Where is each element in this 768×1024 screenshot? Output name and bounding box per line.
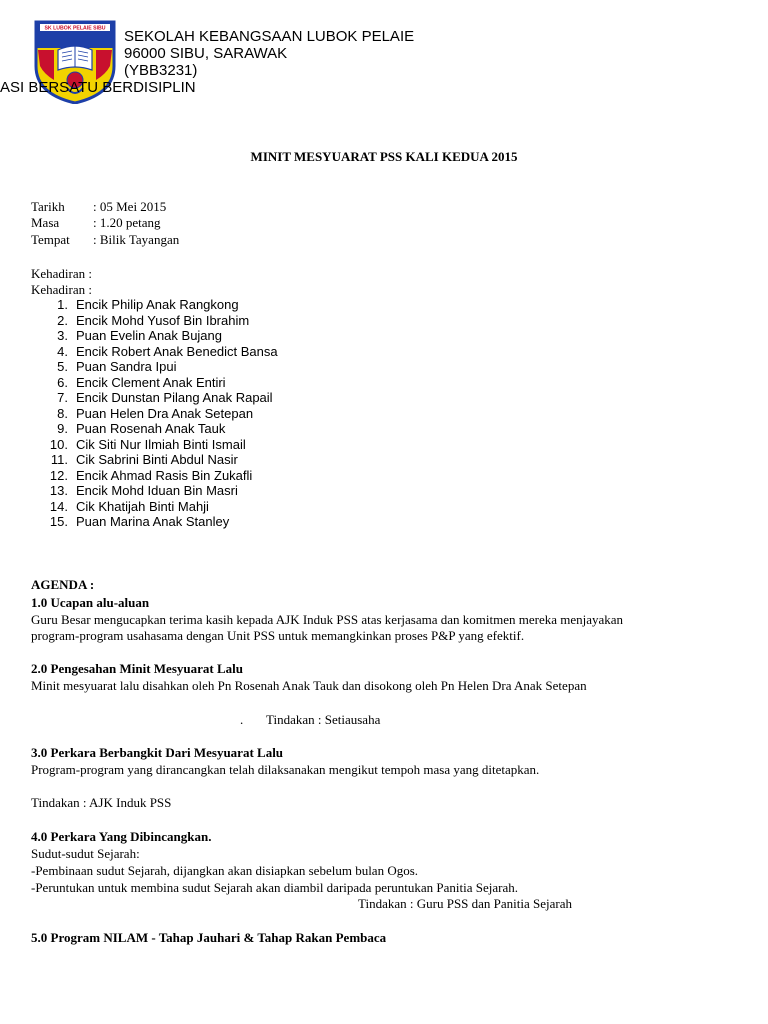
attendee-item bbox=[45, 328, 278, 344]
attendee-name: Puan Rosenah Anak Tauk bbox=[76, 421, 226, 436]
attendee-number: 14. bbox=[49, 498, 68, 514]
meta-place-label: Tempat bbox=[31, 232, 70, 247]
attendee-name: Puan Marina Anak Stanley bbox=[76, 514, 230, 529]
attendee-item bbox=[45, 359, 278, 375]
attendee-name: Puan Helen Dra Anak Setepan bbox=[76, 405, 254, 421]
attendee-item bbox=[45, 390, 278, 406]
attendee-number: 6. bbox=[57, 374, 68, 390]
attendee-name: Puan Sandra Ipui bbox=[76, 359, 177, 374]
attendee-number: 11. bbox=[50, 452, 68, 467]
attendee-name: Encik Clement Anak Entiri bbox=[76, 374, 226, 390]
agenda-3-text: Program-program yang dirancangkan telah dilaksanakan mengikut tempoh masa yang ditetapkan. bbox=[31, 762, 540, 777]
attendee-item bbox=[45, 468, 278, 484]
meta-time-value: : 1.20 petang bbox=[93, 215, 161, 230]
agenda-2-dot: . bbox=[240, 712, 244, 727]
school-address: 96000 SIBU, SARAWAK bbox=[124, 45, 288, 62]
school-motto: ASI BERSATU BERDISIPLIN bbox=[0, 79, 196, 96]
attendee-name: Encik Philip Anak Rangkong bbox=[76, 297, 239, 312]
agenda-2-text: Minit mesyuarat lalu disahkan oleh Pn Rosenah Anak Tauk dan disokong oleh Pn Helen Dra Anak Setepan bbox=[31, 678, 587, 693]
meta-date-label: Tarikh bbox=[31, 199, 65, 214]
agenda-1-text: Guru Besar mengucapkan terima kasih kepada AJK Induk PSS atas kerjasama dan komitmen mereka menjayakan bbox=[31, 612, 624, 627]
school-name: SEKOLAH KEBANGSAAN LUBOK PELAIE bbox=[124, 28, 415, 45]
attendee-number: 1. bbox=[57, 297, 68, 312]
agenda-5-heading: 5.0 Program NILAM - Tahap Jauhari & Tahap Rakan Pembaca bbox=[31, 930, 387, 945]
attendee-name: Encik Mohd Yusof Bin Ibrahim bbox=[76, 312, 250, 328]
attendee-name: Cik Khatijah Binti Mahji bbox=[76, 498, 209, 514]
agenda-4-heading: 4.0 Perkara Yang Dibincangkan. bbox=[31, 829, 212, 844]
attendee-name: Cik Siti Nur Ilmiah Binti Ismail bbox=[76, 436, 246, 452]
agenda-3-heading: 3.0 Perkara Berbangkit Dari Mesyuarat Lalu bbox=[31, 745, 284, 760]
attendee-number: 12. bbox=[49, 467, 68, 483]
agenda-2-action: Tindakan : Setiausaha bbox=[266, 712, 381, 727]
attendee-item bbox=[45, 344, 278, 360]
attendee-item bbox=[45, 297, 278, 313]
attendee-item bbox=[45, 375, 278, 391]
attendee-item bbox=[45, 313, 278, 329]
attendee-number: 7. bbox=[57, 390, 68, 405]
attendee-item bbox=[45, 421, 278, 437]
attendee-number: 15. bbox=[49, 514, 68, 529]
attendee-name: Encik Dunstan Pilang Anak Rapail bbox=[76, 390, 273, 405]
agenda-4-action: Tindakan : Guru PSS dan Panitia Sejarah bbox=[358, 896, 573, 911]
agenda-4-text: -Pembinaan sudut Sejarah, dijangkan akan disiapkan sebelum bulan Ogos. bbox=[31, 863, 419, 878]
attendee-number: 9. bbox=[57, 421, 68, 436]
school-code: (YBB3231) bbox=[124, 62, 198, 79]
attendee-number: 8. bbox=[57, 405, 68, 421]
attendee-item bbox=[45, 437, 278, 453]
attendee-number: 3. bbox=[57, 328, 68, 343]
attendee-number: 4. bbox=[57, 343, 68, 359]
agenda-4-text: Sudut-sudut Sejarah: bbox=[31, 846, 140, 861]
attendee-item bbox=[45, 514, 278, 530]
logo-text: SK LUBOK PELAIE SIBU bbox=[44, 25, 106, 32]
attendance-label: Kehadiran : bbox=[31, 282, 93, 297]
attendee-name: Encik Mohd Iduan Bin Masri bbox=[76, 483, 238, 498]
attendee-number: 2. bbox=[57, 312, 68, 328]
attendee-number: 5. bbox=[57, 359, 68, 374]
attendee-name: Puan Evelin Anak Bujang bbox=[76, 328, 222, 343]
attendance-list bbox=[45, 297, 278, 530]
document-title: MINIT MESYUARAT PSS KALI KEDUA 2015 bbox=[250, 149, 518, 164]
attendee-item bbox=[45, 499, 278, 515]
attendee-item bbox=[45, 452, 278, 468]
attendee-item bbox=[45, 406, 278, 422]
attendee-name: Cik Sabrini Binti Abdul Nasir bbox=[76, 452, 238, 467]
agenda-1-heading: 1.0 Ucapan alu-aluan bbox=[31, 595, 150, 610]
attendee-number: 13. bbox=[49, 483, 68, 498]
meta-date-value: : 05 Mei 2015 bbox=[93, 199, 167, 214]
agenda-label: AGENDA : bbox=[31, 577, 95, 592]
agenda-3-action: Tindakan : AJK Induk PSS bbox=[31, 795, 172, 810]
agenda-2-heading: 2.0 Pengesahan Minit Mesyuarat Lalu bbox=[31, 661, 243, 676]
attendance-label: Kehadiran : bbox=[31, 266, 93, 281]
meta-place-value: : Bilik Tayangan bbox=[93, 232, 180, 247]
attendee-name: Encik Ahmad Rasis Bin Zukafli bbox=[76, 467, 253, 483]
agenda-1-text: program-program usahasama dengan Unit PSS untuk memangkinkan proses P&P yang efektif. bbox=[31, 628, 525, 643]
meta-time-label: Masa bbox=[31, 215, 60, 230]
attendee-number: 10. bbox=[49, 436, 68, 452]
agenda-4-text: -Peruntukan untuk membina sudut Sejarah akan diambil daripada peruntukan Panitia Sejarah. bbox=[31, 880, 519, 895]
attendee-item bbox=[45, 483, 278, 499]
attendee-name: Encik Robert Anak Benedict Bansa bbox=[76, 343, 278, 359]
